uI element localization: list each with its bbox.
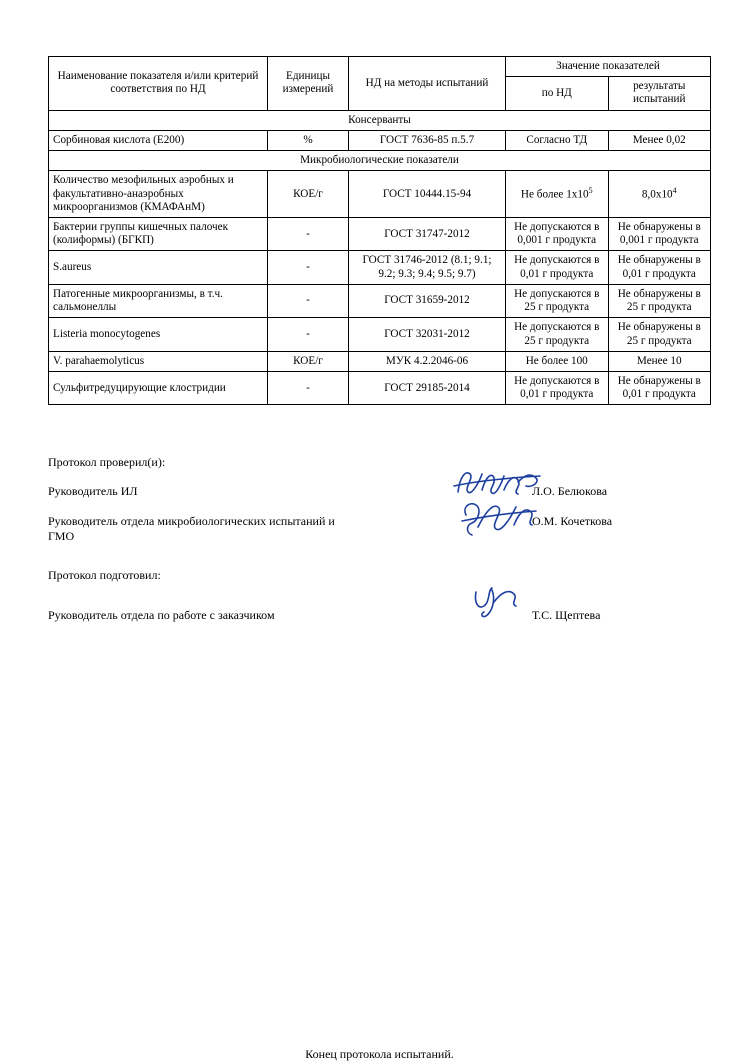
- table-header-row-1: [49, 57, 711, 77]
- cell-by-nd: [506, 171, 609, 218]
- spacer: [48, 558, 711, 568]
- cell-by-nd: Не допускаются в 0,01 г продукта: [506, 371, 609, 404]
- cell-units: -: [268, 284, 349, 317]
- cell-by-nd: Не более 100: [506, 351, 609, 371]
- signature-block: [48, 455, 711, 1061]
- cell-indicator-name: Сульфитредуцирующие клостридии: [49, 371, 268, 404]
- cell-units: -: [268, 251, 349, 284]
- cell-result: Не обнаружены в 0,001 г продукта: [608, 217, 711, 250]
- header-units: Единицы измерений: [268, 57, 349, 111]
- cell-result: Менее 10: [608, 351, 711, 371]
- signature-entry-2: [48, 514, 711, 545]
- cell-result-exponent: 4: [672, 186, 677, 196]
- cell-indicator-name: Бактерии группы кишечных палочек (колиформы) (БГКП): [49, 217, 268, 250]
- cell-method: ГОСТ 7636-85 п.5.7: [349, 130, 506, 150]
- cell-result: Не обнаружены в 25 г продукта: [608, 318, 711, 351]
- cell-units: %: [268, 130, 349, 150]
- cell-result: Не обнаружены в 0,01 г продукта: [608, 371, 711, 404]
- cell-by-nd: Не допускаются в 0,01 г продукта: [506, 251, 609, 284]
- cell-by-nd-exponent: 5: [588, 186, 593, 196]
- signature-role: Руководитель отдела по работе с заказчиком: [48, 607, 275, 622]
- section-title: Консерванты: [49, 110, 711, 130]
- table-row: [49, 351, 711, 371]
- signature-name: О.М. Кочеткова: [532, 513, 613, 528]
- cell-units: -: [268, 217, 349, 250]
- cell-units: -: [268, 371, 349, 404]
- cell-method: ГОСТ 29185-2014: [349, 371, 506, 404]
- cell-by-nd: Согласно ТД: [506, 130, 609, 150]
- signature-role: Руководитель ИЛ: [48, 484, 138, 499]
- cell-by-nd: Не допускаются в 25 г продукта: [506, 284, 609, 317]
- cell-method: ГОСТ 32031-2012: [349, 318, 506, 351]
- cell-by-nd-text: Не более 1х10: [520, 188, 589, 201]
- cell-units: КОЕ/г: [268, 171, 349, 218]
- test-results-table: [48, 56, 711, 405]
- cell-indicator-name: Сорбиновая кислота (Е200): [49, 130, 268, 150]
- cell-result: Не обнаружены в 25 г продукта: [608, 284, 711, 317]
- table-row: [49, 130, 711, 150]
- header-method: НД на методы испытаний: [349, 57, 506, 111]
- cell-by-nd: Не допускаются в 0,001 г продукта: [506, 217, 609, 250]
- cell-method: МУК 4.2.2046-06: [349, 351, 506, 371]
- cell-method: ГОСТ 31746-2012 (8.1; 9.1; 9.2; 9.3; 9.4; 9.5; 9.7): [349, 251, 506, 284]
- cell-indicator-name: S.aureus: [49, 251, 268, 284]
- cell-by-nd: Не допускаются в 25 г продукта: [506, 318, 609, 351]
- end-of-protocol-note: Конец протокола испытаний.: [305, 1047, 454, 1061]
- table-row: [49, 318, 711, 351]
- cell-result: Менее 0,02: [608, 130, 711, 150]
- spacer: [48, 598, 711, 608]
- header-results: результаты испытаний: [608, 77, 711, 110]
- cell-method: ГОСТ 31659-2012: [349, 284, 506, 317]
- section-header-preservatives: [49, 110, 711, 130]
- signature-name: Т.С. Щептева: [532, 607, 601, 622]
- cell-indicator-name: Патогенные микроорганизмы, в т.ч. сальмонеллы: [49, 284, 268, 317]
- table-row: [49, 217, 711, 250]
- header-values-group: Значение показателей: [506, 57, 711, 77]
- table-row: [49, 171, 711, 218]
- cell-indicator-name: Listeria monocytogenes: [49, 318, 268, 351]
- prepared-by-label: Протокол подготовил:: [48, 568, 161, 583]
- section-header-microbiological: [49, 151, 711, 171]
- cell-units: -: [268, 318, 349, 351]
- signature-role: Руководитель отдела микробиологических испытаний и ГМО: [48, 513, 335, 544]
- cell-method: ГОСТ 31747-2012: [349, 217, 506, 250]
- table-row: [49, 251, 711, 284]
- cell-indicator-name: V. parahaemolyticus: [49, 351, 268, 371]
- section-title: Микробиологические показатели: [49, 151, 711, 171]
- cell-result-text: 8,0х10: [641, 188, 673, 201]
- cell-result: [608, 171, 711, 218]
- cell-method: ГОСТ 10444.15-94: [349, 171, 506, 218]
- signature-name: Л.О. Белюкова: [532, 484, 608, 499]
- table-row: [49, 371, 711, 404]
- signature-entry-1: [48, 484, 711, 499]
- header-indicator-name: Наименование показателя и/или критерий соответствия по НД: [49, 57, 268, 111]
- checked-by-label: Протокол проверил(и):: [48, 455, 166, 469]
- table-row: [49, 284, 711, 317]
- cell-units: КОЕ/г: [268, 351, 349, 371]
- signature-entry-3: [48, 608, 711, 623]
- cell-result: Не обнаружены в 0,01 г продукта: [608, 251, 711, 284]
- header-by-nd: по НД: [506, 77, 609, 110]
- cell-indicator-name: Количество мезофильных аэробных и факультативно-анаэробных микроорганизмов (КМАФАнМ): [49, 171, 268, 218]
